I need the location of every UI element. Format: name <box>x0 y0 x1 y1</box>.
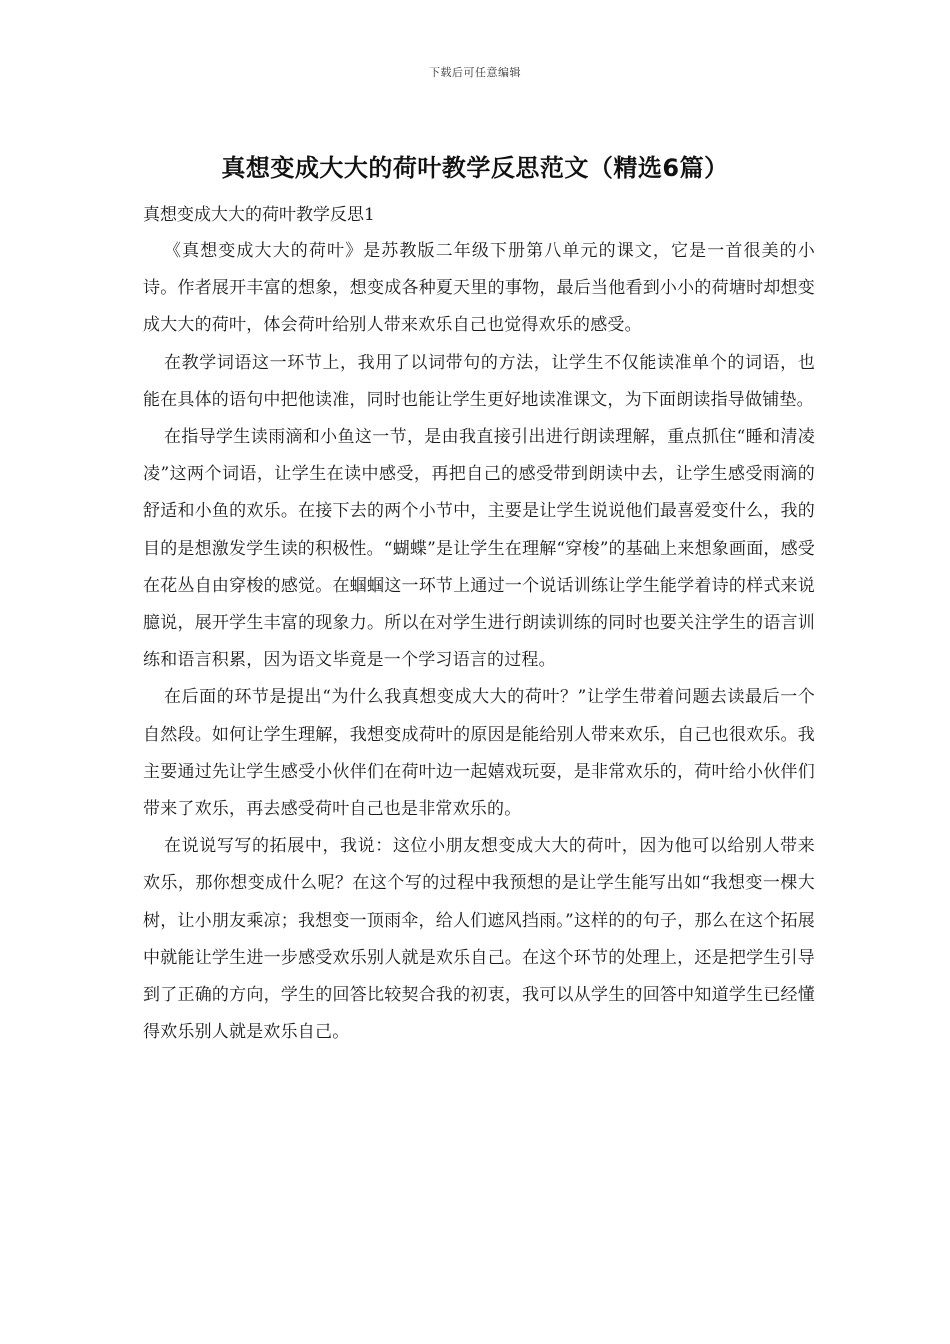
document-title: 真想变成大大的荷叶教学反思范文（精选6篇） <box>221 154 729 182</box>
paragraph-4: 在后面的环节是提出“为什么我真想变成大大的荷叶？”让学生带着问题去读最后一个自然段。如何让学生理解，我想变成荷叶的原因是能给别人带来欢乐，自己也很欢乐。我主要通过先让学生感受小伙伴们在荷叶边一起嬉戏玩耍，是非常欢乐的，荷叶给小伙伴们带来了欢乐，再去感受荷叶自己也是非常欢乐的。 <box>143 687 815 820</box>
document-body <box>143 197 815 1051</box>
paragraph-1: 《真想变成大大的荷叶》是苏教版二年级下册第八单元的课文，它是一首很美的小诗。作者展开丰富的想象，想变成各种夏天里的事物，最后当他看到小小的荷塘时却想变成大大的荷叶，体会荷叶给别人带来欢乐自己也觉得欢乐的感受。 <box>143 241 815 336</box>
paragraph-5: 在说说写写的拓展中，我说：这位小朋友想变成大大的荷叶，因为他可以给别人带来欢乐，那你想变成什么呢？在这个写的过程中我预想的是让学生能写出如“我想变一棵大树，让小朋友乘凉；我想变一顶雨伞，给人们遮风挡雨。”这样的的句子，那么在这个拓展中就能让学生进一步感受欢乐别人就是欢乐自己。在这个环节的处理上，还是把学生引导到了正确的方向，学生的回答比较契合我的初衷，我可以从学生的回答中知道学生已经懂得欢乐别人就是欢乐自己。 <box>143 836 815 1043</box>
header-note: 下载后可任意编辑 <box>429 66 521 79</box>
section-title: 真想变成大大的荷叶教学反思1 <box>143 205 375 225</box>
paragraph-3: 在指导学生读雨滴和小鱼这一节，是由我直接引出进行朗读理解，重点抓住“睡和清凌凌”这两个词语，让学生在读中感受，再把自己的感受带到朗读中去，让学生感受雨滴的舒适和小鱼的欢乐。在接下去的两个小节中，主要是让学生说说他们最喜爱变什么，我的目的是想激发学生读的积极性。“蝴蝶”是让学生在理解“穿梭”的基础上来想象画面，感受在花丛自由穿梭的感觉。在蝈蝈这一环节上通过一个说话训练让学生能学着诗的样式来说臆说，展开学生丰富的现象力。所以在对学生进行朗读训练的同时也要关注学生的语言训练和语言积累，因为语文毕竟是一个学习语言的过程。 <box>143 427 815 671</box>
paragraph-2: 在教学词语这一环节上，我用了以词带句的方法，让学生不仅能读准单个的词语，也能在具体的语句中把他读准，同时也能让学生更好地读准课文，为下面朗读指导做铺垫。 <box>143 352 815 410</box>
